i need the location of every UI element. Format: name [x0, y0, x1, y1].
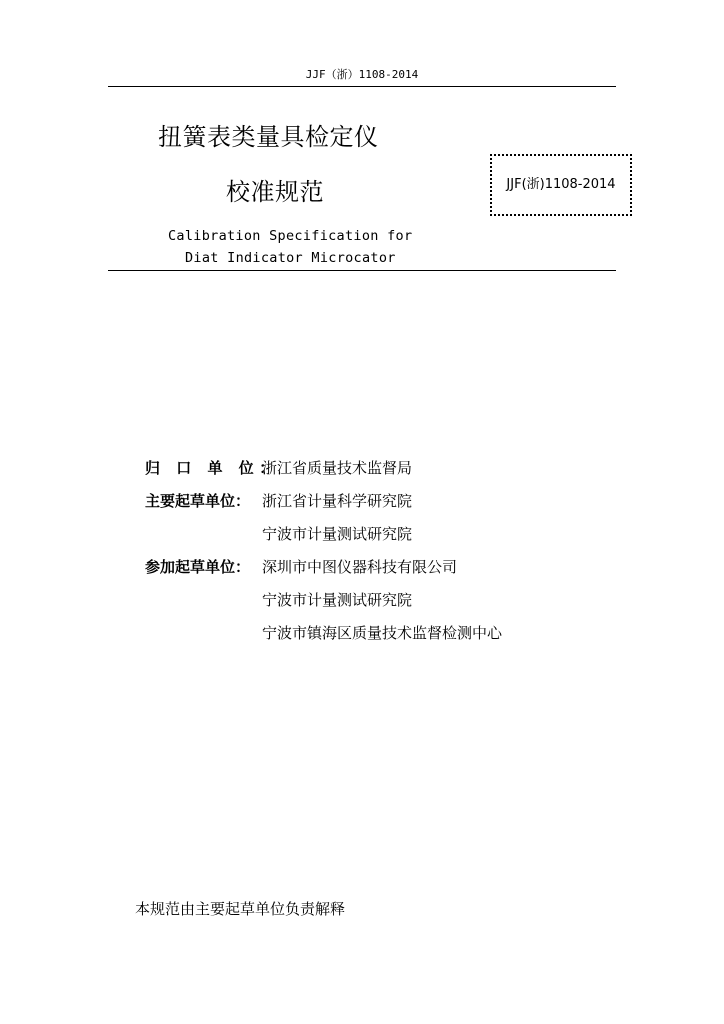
participating-unit-row [145, 583, 605, 616]
drafting-units-section [145, 451, 605, 649]
participating-unit-value: 宁波市镇海区质量技术监督检测中心 [262, 623, 503, 642]
english-title-line-2: Diat Indicator Microcator [185, 250, 396, 266]
participating-unit-value: 深圳市中图仪器科技有限公司 [262, 557, 458, 576]
responsible-unit-row [145, 451, 605, 484]
responsible-unit-value: 浙江省质量技术监督局 [262, 458, 413, 477]
running-header: JJF（浙）1108-2014 [305, 68, 419, 81]
specification-code: JJF(浙)1108-2014 [506, 177, 616, 192]
participating-unit-row [145, 616, 605, 649]
responsible-unit-label: 归 口 单 位： [145, 458, 280, 477]
participating-unit-label: 参加起草单位： [145, 557, 251, 576]
document-title-line-2: 校准规范 [226, 178, 324, 206]
header-rule [108, 86, 616, 87]
title-rule [108, 270, 616, 271]
main-drafting-unit-row [145, 484, 605, 517]
main-drafting-unit-value: 宁波市计量测试研究院 [262, 524, 413, 543]
main-drafting-unit-row [145, 517, 605, 550]
document-title-line-1: 扭簧表类量具检定仪 [158, 123, 379, 151]
main-drafting-unit-value: 浙江省计量科学研究院 [262, 491, 413, 510]
main-drafting-unit-label: 主要起草单位： [145, 491, 251, 510]
interpretation-note: 本规范由主要起草单位负责解释 [135, 900, 346, 918]
participating-unit-value: 宁波市计量测试研究院 [262, 590, 413, 609]
participating-unit-row [145, 550, 605, 583]
specification-code-box [490, 154, 632, 216]
english-title-line-1: Calibration Specification for [168, 228, 413, 244]
